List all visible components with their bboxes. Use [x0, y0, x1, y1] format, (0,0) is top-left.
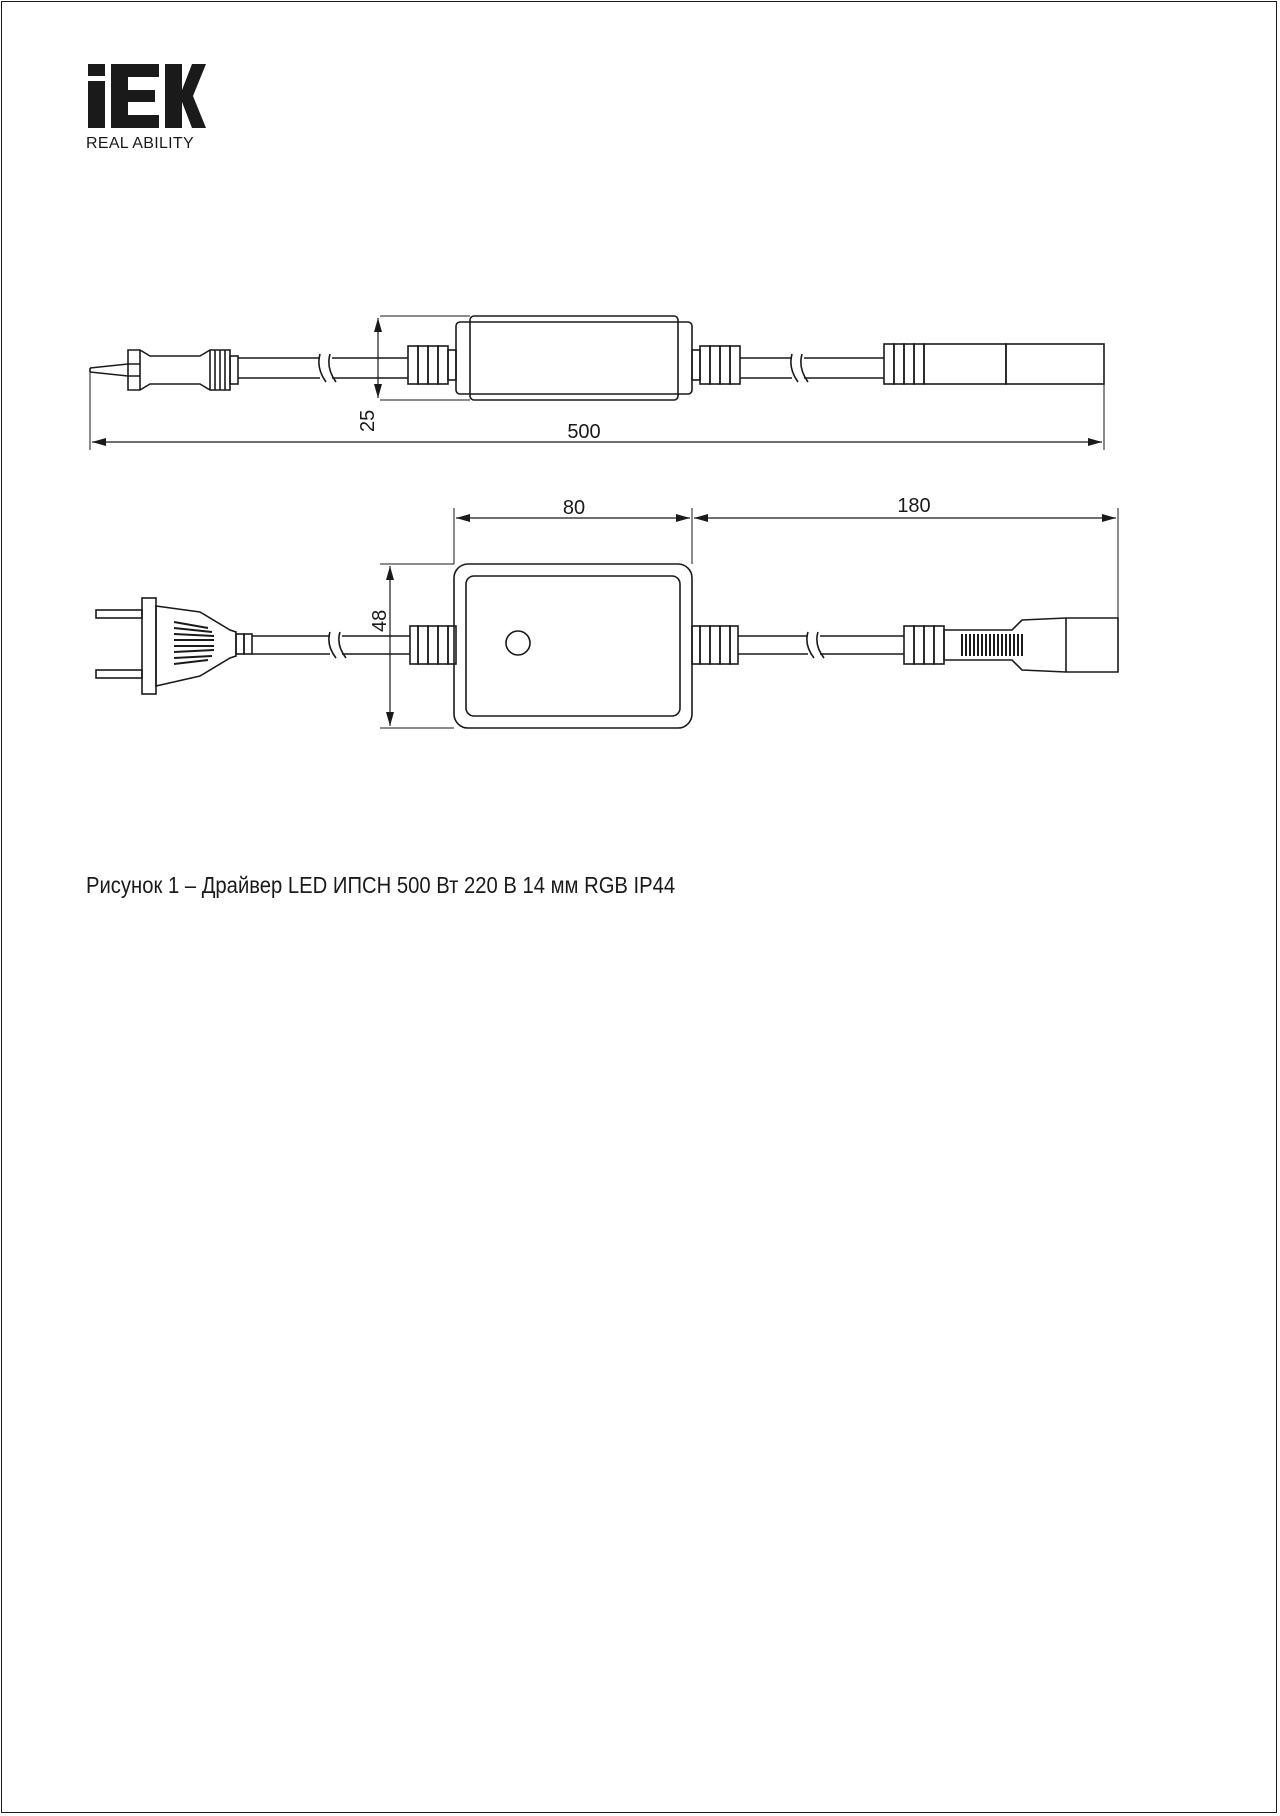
top-view: [96, 508, 1118, 728]
technical-drawing: [0, 0, 1280, 820]
dim-side-height: 25: [357, 409, 379, 432]
dim-total-length: 500: [567, 421, 601, 443]
dim-cable-length: 180: [897, 495, 931, 517]
dim-body-height: 48: [369, 609, 391, 632]
dim-body-width: 80: [562, 497, 586, 519]
brand-tagline: REAL ABILITY: [86, 135, 194, 152]
figure-caption: Рисунок 1 – Драйвер LED ИПСН 500 Вт 220 В 14 мм RGB IP44: [86, 872, 676, 898]
